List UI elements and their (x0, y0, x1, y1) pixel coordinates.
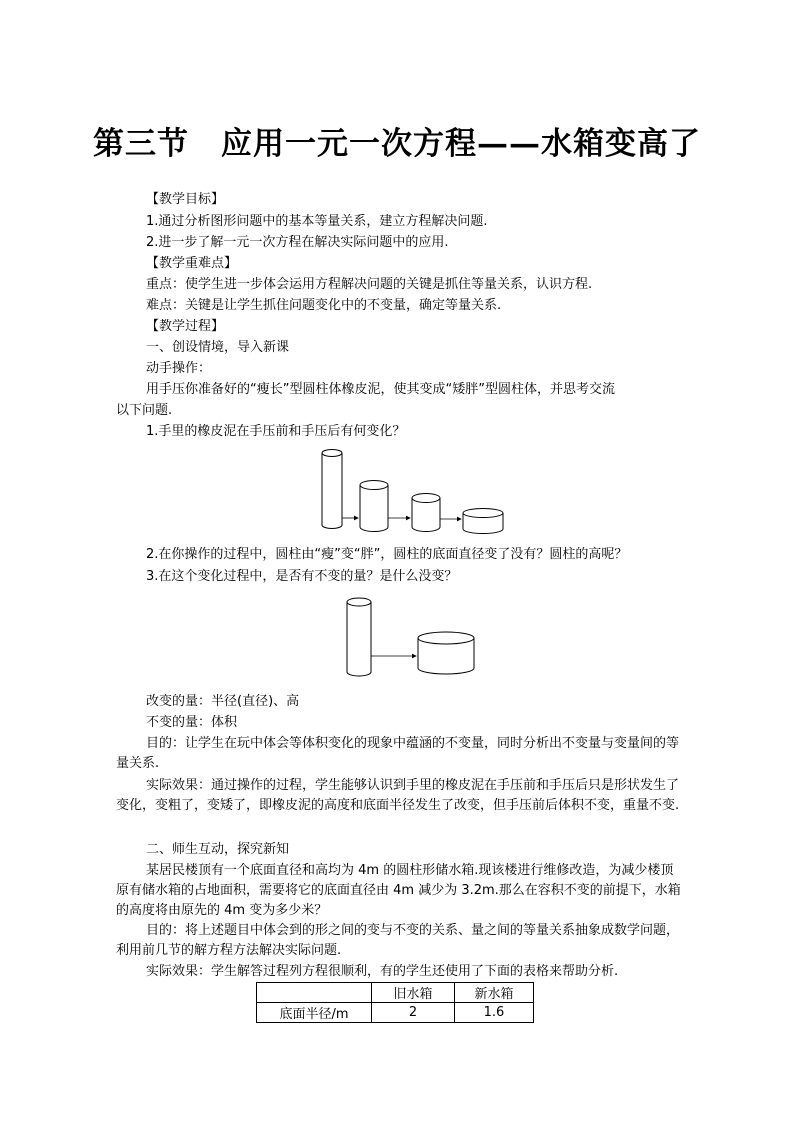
table-header-cell (257, 983, 372, 1003)
cylinder-volume-figure (335, 588, 485, 683)
unchanged-quantities: 不变的量：体积 (146, 715, 238, 730)
problem-statement: 某居民楼顶有一个底面直径和高均为 4m 的圆柱形储水箱.现该楼进行维修改造，为减少楼顶原有储水箱的占地面积，需要将它的底面直径由 4m 减少为 3.2m.那么在容积不变的前提下，水箱的高度将由原先的 4m 变为多少米？ (116, 863, 681, 918)
cylinder-compression-figure (310, 445, 520, 535)
question-2: 2.在你操作的过程中，圆柱由“瘦”变“胖”，圆柱的底面直径变了没有？圆柱的高呢？ (146, 547, 628, 562)
table-row (257, 1003, 534, 1023)
table-header-cell: 新水箱 (455, 983, 534, 1003)
step-1-heading: 一、创设情境，导入新课 (146, 340, 290, 355)
key-point: 重点：使学生进一步体会运用方程解决问题的关键是抓住等量关系，认识方程. (146, 277, 593, 292)
actual-effect-1: 实际效果：通过操作的过程，学生能够认识到手里的橡皮泥在手压前和手压后只是形状发生了变化，变粗了，变矮了，即橡皮泥的高度和底面半径发生了改变，但手压前后体积不变，重量不变. (116, 778, 680, 813)
purpose-1: 目的：让学生在玩中体会等体积变化的现象中蕴涵的不变量，同时分析出不变量与变量间的等量关系. (116, 736, 680, 771)
purpose-2: 目的：将上述题目中体会到的形之间的变与不变的关系、量之间的等量关系抽象成数学问题，利用前几节的解方程方法解决实际问题. (116, 923, 680, 958)
table-cell: 底面半径/m (257, 1003, 372, 1023)
changed-quantities: 改变的量：半径(直径)、高 (146, 694, 300, 709)
operation-text-cont: 以下问题. (116, 403, 173, 418)
section-heading-key-points: 【教学重难点】 (146, 256, 238, 271)
question-1: 1.手里的橡皮泥在手压前和手压后有何变化？ (146, 424, 406, 439)
operation-label: 动手操作： (146, 361, 212, 376)
table-header-row (257, 983, 534, 1003)
difficult-point: 难点：关键是让学生抓住问题变化中的不变量，确定等量关系. (146, 298, 502, 313)
goal-1: 1.通过分析图形问题中的基本等量关系，建立方程解决问题. (146, 214, 488, 229)
step-2-heading: 二、师生互动，探究新知 (146, 842, 290, 857)
table-cell: 1.6 (455, 1003, 534, 1023)
table-cell: 2 (372, 1003, 455, 1023)
goal-2: 2.进一步了解一元一次方程在解决实际问题中的应用. (146, 235, 449, 250)
operation-text: 用手压你准备好的“瘦长”型圆柱体橡皮泥，使其变成“矮胖”型圆柱体，并思考交流 (146, 382, 615, 397)
actual-effect-2: 实际效果：学生解答过程列方程很顺利，有的学生还使用了下面的表格来帮助分析. (146, 964, 619, 979)
section-heading-goals: 【教学目标】 (146, 192, 225, 207)
table-header-cell: 旧水箱 (372, 983, 455, 1003)
section-heading-process: 【教学过程】 (146, 319, 225, 334)
water-tank-table (256, 982, 534, 1023)
question-3: 3.在这个变化过程中，是否有不变的量？是什么没变？ (146, 569, 458, 584)
page-title: 第三节 应用一元一次方程——水箱变高了 (93, 126, 701, 162)
